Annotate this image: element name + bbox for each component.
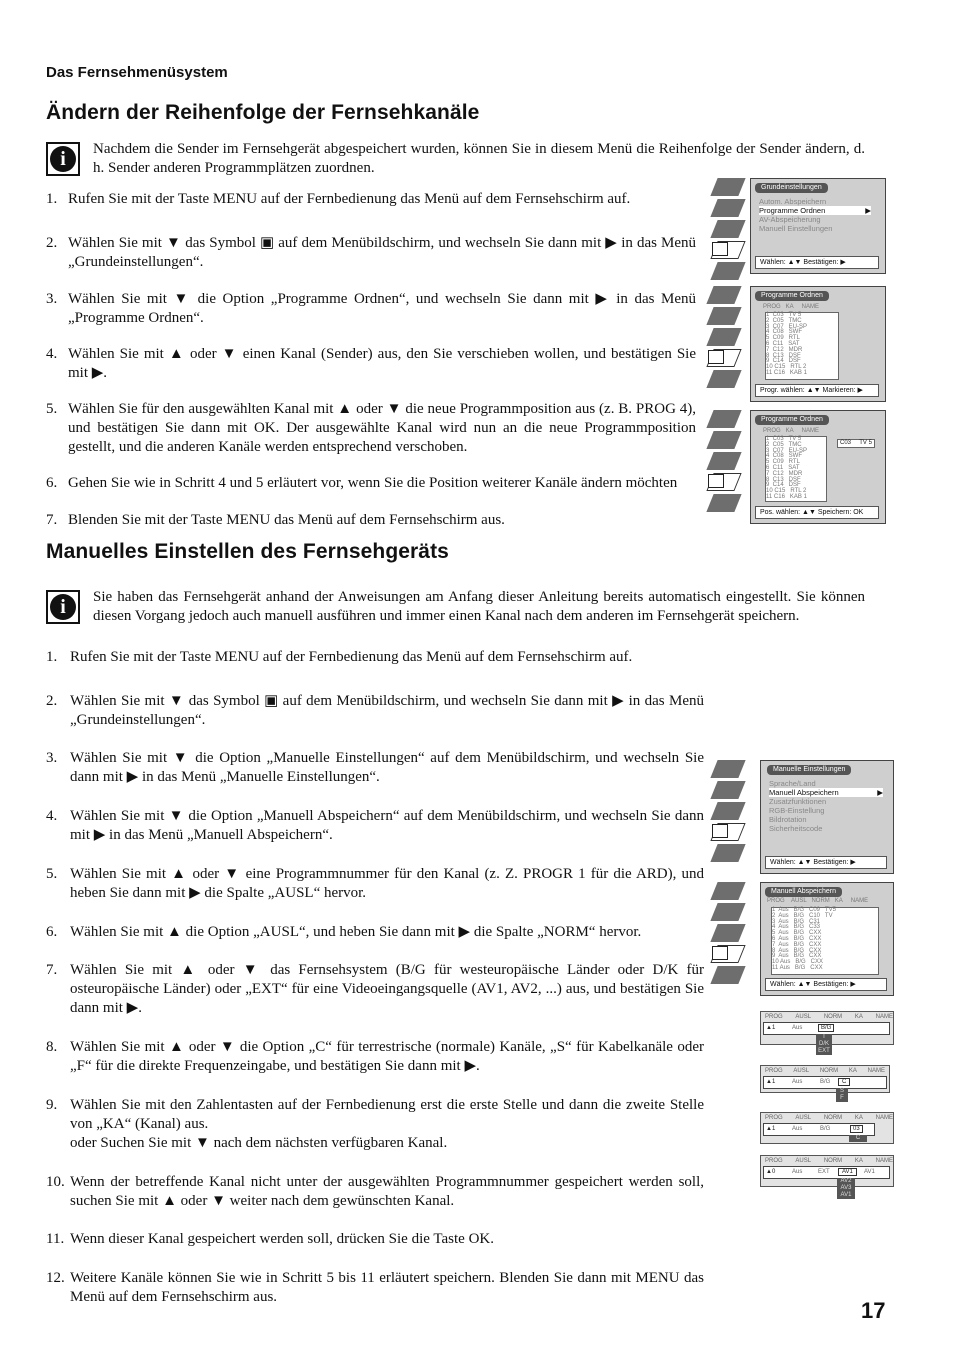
step: 6. Gehen Sie wie in Schritt 4 und 5 erläutert vor, wenn Sie die Position weiterer Kanäle ändern möchten: [46, 475, 678, 491]
tv-menu-manuelle-einstellungen: Manuelle Einstellungen Sprache/Land Manuell Abspeichern ▶ Zusatzfunktionen RGB-Einstellung Bildrotation Sicherheitscode Wählen: ▲▼ Bestätigen: ▶: [708, 760, 896, 876]
picture-icon: [704, 286, 740, 304]
teletext-icon: [708, 844, 744, 862]
info-icon: i: [46, 590, 80, 624]
step: 1. Rufen Sie mit der Taste MENU auf der Fernbedienung das Menü auf dem Fernsehschirm auf.: [46, 191, 631, 207]
teletext-icon: [704, 370, 740, 388]
step: 5. Wählen Sie für den ausgewählten Kanal mit ▲ oder ▼ die neue Programmposition aus (z. B. PROG 4), und bestätigen Sie dann mit OK. Der ausgewählte Kanal wird nun an die neue Programmposition gestellt, und die anderen Kanäle werden entsprechend verschoben.: [46, 401, 696, 455]
page-number: 17: [861, 1298, 886, 1323]
step: 2. Wählen Sie mit ▼ das Symbol ▣ auf dem Menübildschirm, und wechseln Sie dann mit ▶ in das Menü „Grundeinstellungen“.: [46, 693, 704, 728]
sound-icon: [708, 199, 744, 217]
features-icon: [708, 220, 744, 238]
menu-title: Grundeinstellungen: [755, 183, 828, 193]
features-icon: [704, 452, 740, 470]
info-text-manual: Sie haben das Fernsehgerät anhand der Anweisungen am Anfang dieser Anleitung bereits automatisch eingestellt. Sie können diesen Vorgang jedoch auch manuell ausführen und immer einen Kanal nach dem anderen im Fernsehgerät speichern.: [93, 589, 865, 624]
channel-type-selector: PROG AUSL NORM KA NAME ▲1 Aus B/G C S F: [760, 1065, 890, 1093]
sound-icon: [704, 307, 740, 325]
channel-list: 1 C03 TV 5 2 C05 TMC 3 C07 EU-SP 4 C08 SWF 5 C09 RTL 6 C11 SAT 7 C12 MDR 8 C13 DSF 9 C14 DSF 10 C15 RTL 2 11 C16 KAB 1: [765, 436, 827, 502]
heading-manual-tuning: Manuelles Einstellen des Fernsehgeräts: [46, 540, 449, 563]
channel-list: 1 Aus B/G C09 TV5 2 Aus B/G C10 TV 3 Aus B/G C31 4 Aus B/G C33 5 Aus B/G CXX 6 Aus B/G CXX 7 Aus B/G CXX 8 Aus B/G CXX 9 Aus B/G CXX 10 Aus B/G CXX 11 Aus B/G CXX: [771, 907, 879, 975]
step: 3. Wählen Sie mit ▼ die Option „Manuelle Einstellungen“ auf dem Menübildschirm, und wechseln Sie dann mit ▶ in das Menü „Manuelle Einstellungen“.: [46, 750, 704, 785]
sound-icon: [708, 903, 744, 921]
features-icon: [704, 328, 740, 346]
step: 8. Wählen Sie mit ▲ oder ▼ die Option „C“ für terrestrische (normale) Kanäle, „S“ für Kabelkanäle oder „F“ für die direkte Frequenzeingabe, und bestätigen Sie dann mit ▶.: [46, 1039, 704, 1074]
sound-icon: [708, 781, 744, 799]
step: 7. Wählen Sie mit ▲ oder ▼ das Fernsehsystem (B/G für westeuropäische Länder oder D/K für osteuropäische Länder) oder „EXT“ für eine Videoeingangsquelle (AV1, AV2, ...) aus, und bestätigen Sie dann mit ▶.: [46, 962, 704, 1016]
features-icon: [708, 924, 744, 942]
setup-icon: [708, 945, 744, 963]
setup-icon: [708, 823, 744, 841]
teletext-icon: [708, 966, 744, 984]
tv-menu-grundeinstellungen: Grundeinstellungen Autom. Abspeichern Programme Ordnen ▶ AV-Abspeicherung Manuell Einstellungen Wählen: ▲▼ Bestätigen: ▶: [708, 178, 888, 276]
menu-footer: Wählen: ▲▼ Bestätigen: ▶: [755, 256, 879, 269]
step: 3. Wählen Sie mit ▼ die Option „Programme Ordnen“, und wechseln Sie dann mit ▶ in das Menü „Programme Ordnen“.: [46, 291, 696, 326]
heading-reorder-channels: Ändern der Reihenfolge der Fernsehkanäle: [46, 101, 480, 124]
step: 6. Wählen Sie mit ▲ die Option „AUSL“, und heben Sie dann mit ▶ die Spalte „NORM“ hervor.: [46, 924, 642, 940]
features-icon: [708, 802, 744, 820]
step: 1. Rufen Sie mit der Taste MENU auf der Fernbedienung das Menü auf dem Fernsehschirm auf.: [46, 649, 633, 665]
step: 5. Wählen Sie mit ▲ oder ▼ eine Programmnummer für den Kanal (z. Z. PROGR 1 für die ARD), und heben Sie dann mit ▶ die Spalte „AUSL“ hervor.: [46, 866, 704, 901]
tv-menu-programme-ordnen-move: Programme Ordnen PROG KA NAME 1 C03 TV 5 2 C05 TMC 3 C07 EU-SP 4 C08 SWF 5 C09 RTL 6 C11 SAT 7 C12 MDR 8 C13 DSF 9 C14 DSF 10 C15 RTL 2 11 C16 KAB 1 C03 TV 5 Pos. wählen: ▲▼ Speichern: OK: [704, 410, 888, 526]
teletext-icon: [708, 262, 744, 280]
step: 4. Wählen Sie mit ▲ oder ▼ einen Kanal (Sender) aus, den Sie verschieben wollen, und bestätigen Sie mit ▶.: [46, 346, 696, 381]
step: 4. Wählen Sie mit ▼ die Option „Manuell Abspeichern“ auf dem Menübildschirm, und wechseln Sie dann mit ▶ in das Menü „Manuell Abspeichern“.: [46, 808, 704, 843]
norm-selector-1: PROG AUSL NORM KA NAME ▲1 Aus B/G I D/K EXT: [760, 1011, 894, 1045]
tv-menu-programme-ordnen: Programme Ordnen PROG KA NAME 1 C03 TV 5 2 C05 TMC 3 C07 EU-SP 4 C08 SWF 5 C09 RTL 6 C11 SAT 7 C12 MDR 8 C13 DSF 9 C14 DSF 10 C15 RTL 2 11 C16 KAB 1 Progr. wählen: ▲▼ Markieren: ▶: [704, 286, 888, 404]
moving-channel: C03 TV 5: [837, 439, 875, 448]
tv-menu-manuell-abspeichern: Manuell Abspeichern PROG AUSL NORM KA NAME 1 Aus B/G C09 TV5 2 Aus B/G C10 TV 3 Aus B/G C31 4 Aus B/G C33 5 Aus B/G CXX 6 Aus B/G CXX 7 Aus B/G CXX 8 Aus B/G CXX 9 Aus B/G CXX 10 Aus B/G CXX 11 Aus B/G CXX Wählen: ▲▼ Bestätigen: ▶: [708, 882, 896, 998]
channel-list: 1 C03 TV 5 2 C05 TMC 3 C07 EU-SP 4 C08 SWF 5 C09 RTL 6 C11 SAT 7 C12 MDR 8 C13 DSF 9 C14 DSF 10 C15 RTL 2 11 C16 KAB 1: [765, 312, 839, 380]
av-input-selector: PROG AUSL NORM KA NAME ▲0 Aus EXT AV1 AV1 AV2 AV3 AV1: [760, 1155, 894, 1187]
step: 9. Wählen Sie mit den Zahlentasten auf der Fernbedienung erst die erste Stelle und dann die zweite Stelle von „KA“ (Kanal) aus. oder Suchen Sie mit ▼ nach dem nächsten verfügbaren Kanal.: [46, 1097, 704, 1151]
step: 10. Wenn der betreffende Kanal nicht unter der ausgewählten Programmnummer gespeichert werden soll, suchen Sie mit ▲ oder ▼ weiter nach dem gewünschten Kanal.: [46, 1174, 704, 1209]
picture-icon: [708, 760, 744, 778]
setup-icon: [704, 349, 740, 367]
step: 12. Weitere Kanäle können Sie wie in Schritt 5 bis 11 erläutert speichern. Blenden Sie dann mit MENU das Menü auf dem Fernsehschirm aus.: [46, 1270, 704, 1305]
picture-icon: [708, 178, 744, 196]
picture-icon: [704, 410, 740, 428]
setup-icon: [708, 241, 744, 259]
picture-icon: [708, 882, 744, 900]
sound-icon: [704, 431, 740, 449]
section-label: Das Fernsehmenüsystem: [46, 64, 228, 81]
info-icon: i: [46, 142, 80, 176]
setup-icon: [704, 473, 740, 491]
channel-number-selector: PROG AUSL NORM KA NAME ▲1 Aus B/G 03 C: [760, 1112, 894, 1144]
step: 11. Wenn dieser Kanal gespeichert werden soll, drücken Sie die Taste OK.: [46, 1231, 494, 1247]
info-text-reorder: Nachdem die Sender im Fernsehgerät abgespeichert wurden, können Sie in diesem Menü die Reihenfolge der Sender ändern, d. h. Sender anderen Programmplätzen zuordnen.: [93, 141, 865, 176]
teletext-icon: [704, 494, 740, 512]
step: 2. Wählen Sie mit ▼ das Symbol ▣ auf dem Menübildschirm, und wechseln Sie dann mit ▶ in das Menü „Grundeinstellungen“.: [46, 235, 696, 270]
step: 7. Blenden Sie mit der Taste MENU das Menü auf dem Fernsehschirm aus.: [46, 512, 505, 528]
